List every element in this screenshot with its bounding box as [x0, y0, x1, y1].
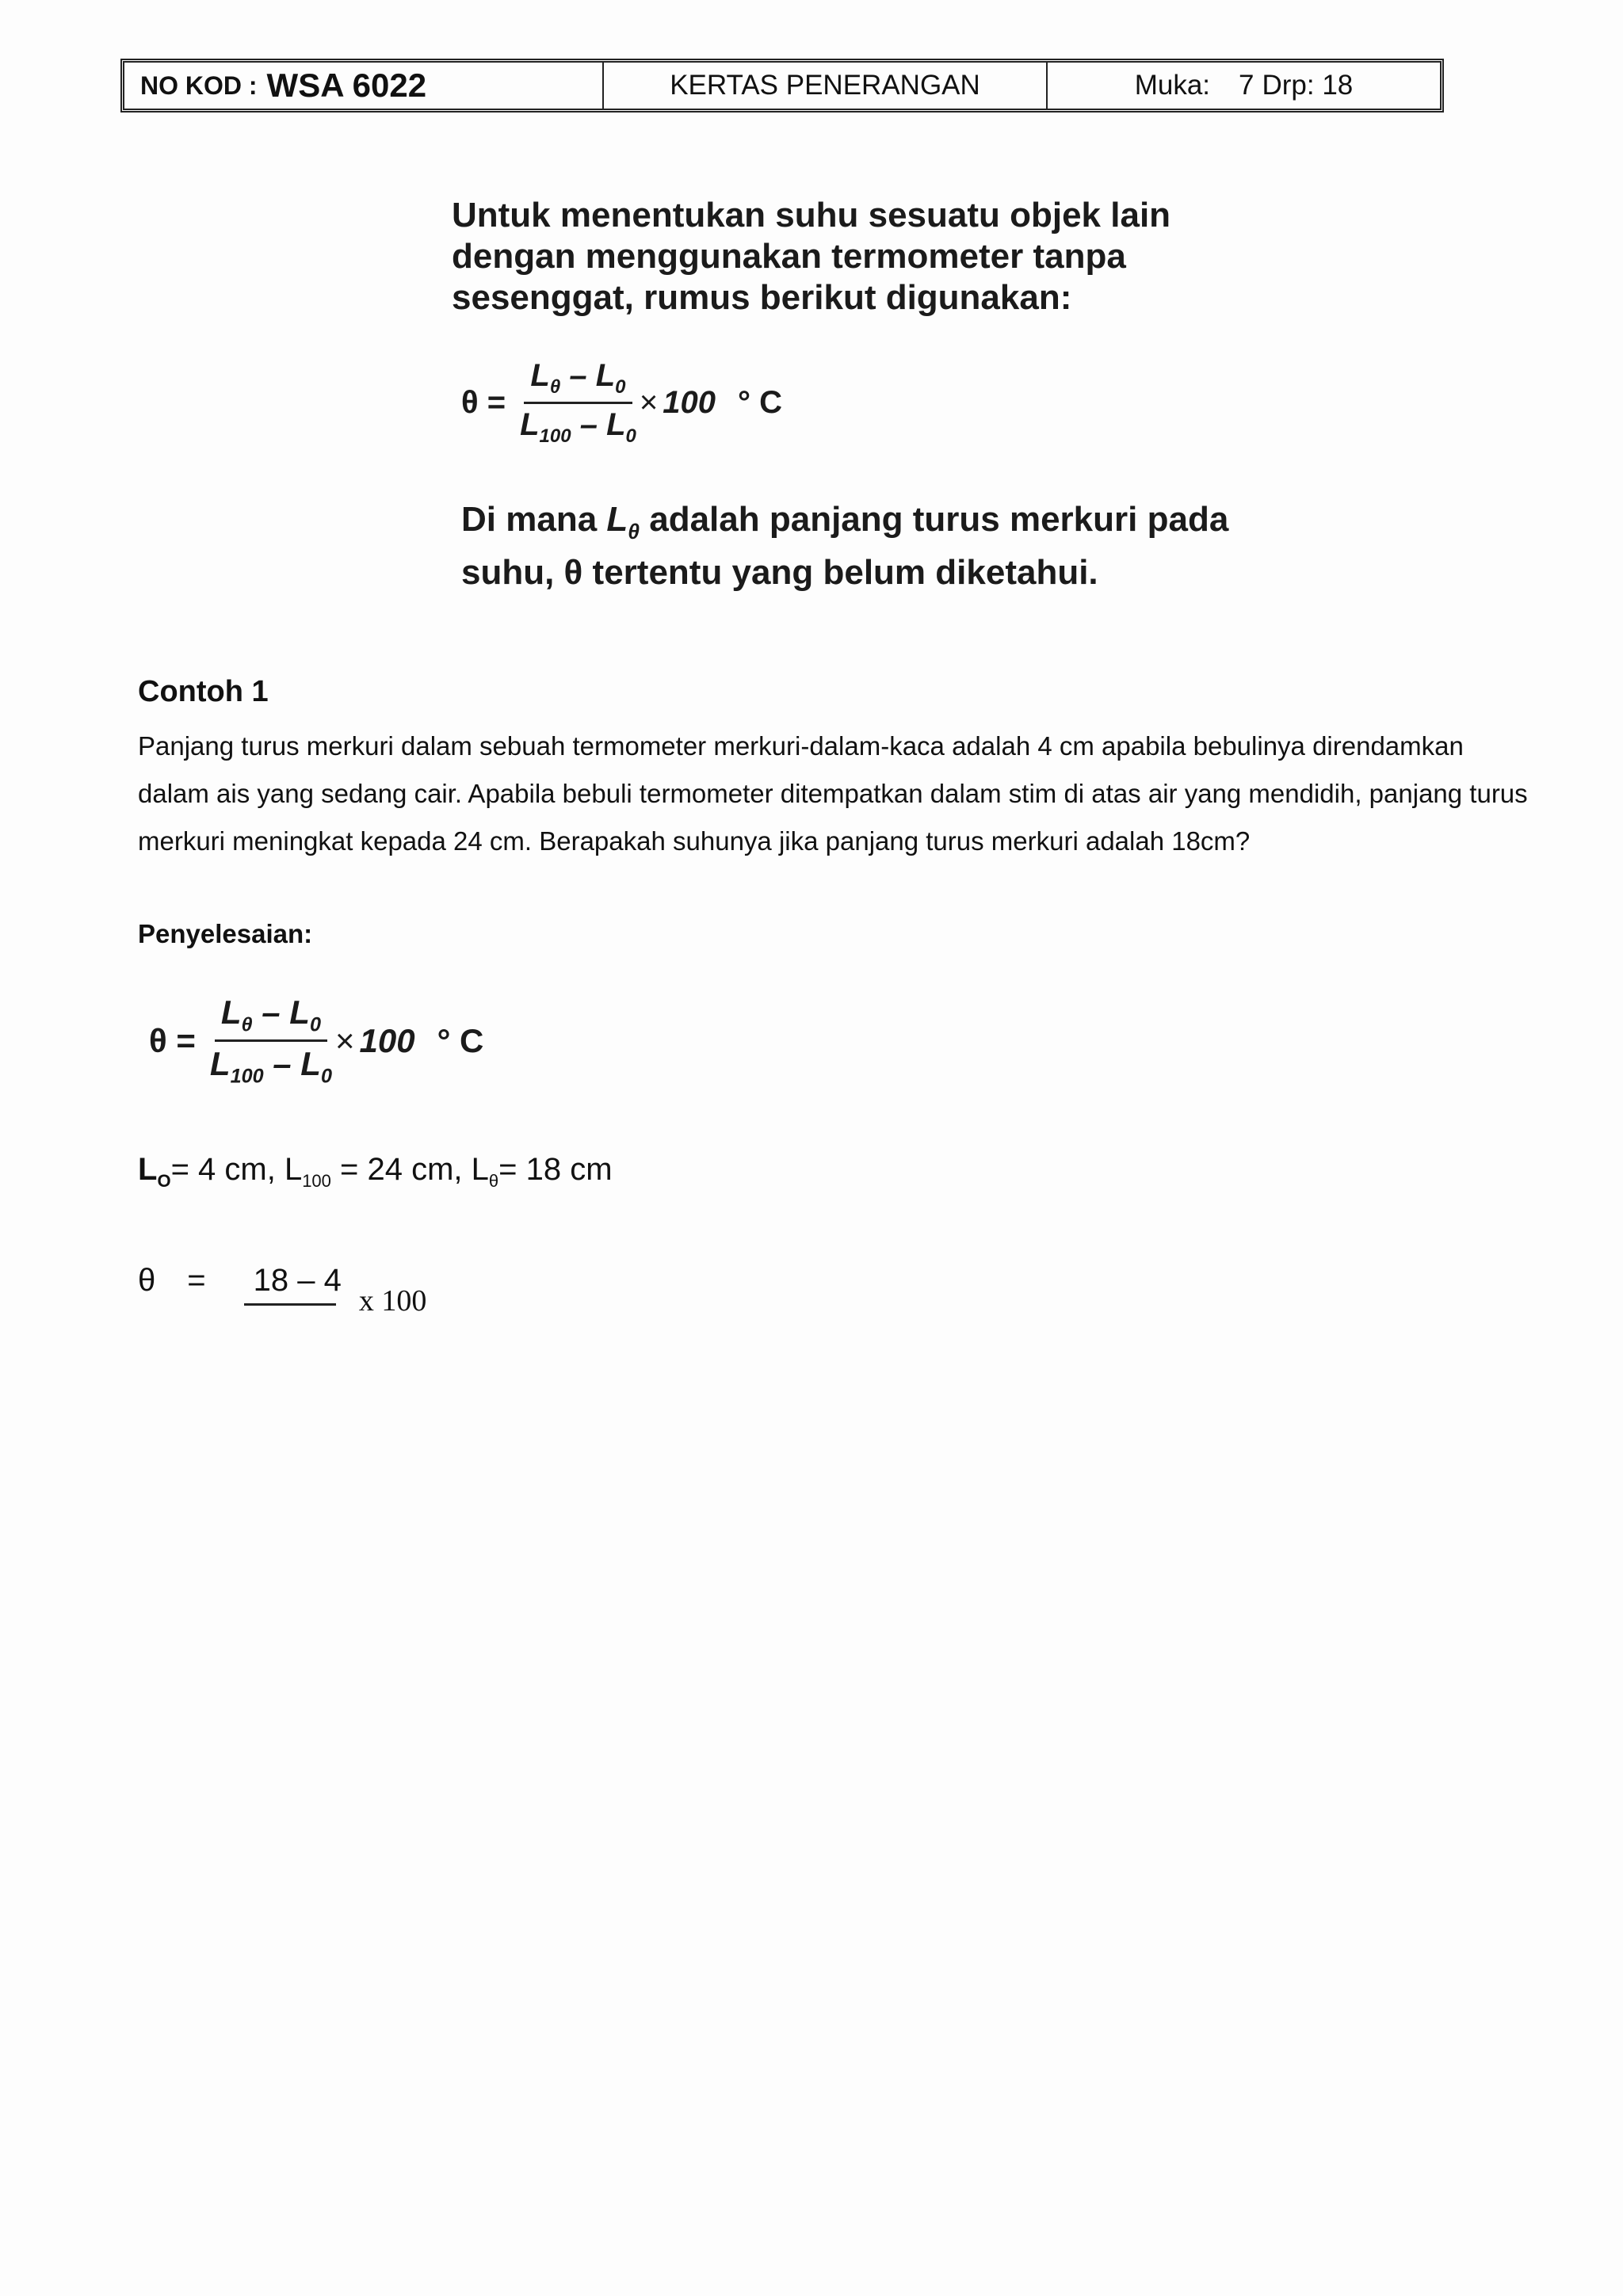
formula-numerator: $L_\theta - L_0$ [215, 994, 327, 1042]
calc-fraction [244, 1263, 342, 1306]
intro-line-2: dengan menggunakan termometer tanpa [452, 237, 1126, 276]
calc-equals: = [187, 1263, 206, 1298]
formula-theta: θ = [149, 1021, 196, 1059]
doc-type-cell [604, 63, 1048, 109]
calc-numerator: 18 – 4 [253, 1263, 342, 1298]
page-number: 7 [1239, 70, 1254, 101]
page-total: Drp: 18 [1262, 70, 1354, 101]
formula-hundred: 100 [663, 385, 716, 420]
document-header [120, 59, 1444, 113]
given-values: $L_O= 4$ cm, $L_{100} = 24$ cm, $L_\theta= 18$ cm [138, 1152, 613, 1191]
code-cell [124, 63, 604, 109]
solution-formula [149, 994, 483, 1089]
formula-denominator: $L_{100} - L_0$ [209, 1045, 332, 1088]
intro-text [452, 195, 1212, 318]
intro-line-1: Untuk menentukan suhu sesuatu objek lain [452, 196, 1171, 235]
intro-line-3: sesenggat, rumus berikut digunakan: [452, 278, 1072, 317]
where-line-1: Di mana $L_\theta$ adalah panjang turus merkuri pada [461, 500, 1229, 543]
where-text [461, 499, 1277, 593]
example-text: Panjang turus merkuri dalam sebuah termometer merkuri-dalam-kaca adalah 4 cm apabila bebulinya direndamkan dalam ais yang sedang cair. Apabila bebuli termometer ditempatkan dalam stim di atas air yang mendidih, panjang turus merkuri meningkat kepada 24 cm. Berapakah suhunya jika panjang turus merkuri adalah 18cm? [138, 731, 1528, 856]
example-title: Contoh 1 [138, 675, 269, 708]
temperature-formula [461, 358, 782, 448]
page-cell [1048, 63, 1440, 109]
calculation-step [138, 1263, 426, 1318]
calc-multiplier: x 100 [358, 1284, 427, 1318]
doc-type: KERTAS PENERANGAN [670, 70, 980, 101]
formula-hundred: 100 [359, 1021, 415, 1059]
formula-numerator: $L_\theta - L_0$ [524, 358, 632, 404]
formula-times: × [334, 1021, 355, 1059]
calc-theta: θ [138, 1263, 156, 1298]
formula-unit: ° C [737, 385, 782, 420]
formula-denominator: $L_{100} - L_0$ [520, 407, 636, 447]
where-line-2: suhu, θ tertentu yang belum diketahui. [461, 552, 1098, 592]
code-label: NO KOD : [140, 71, 258, 100]
formula-fraction [210, 994, 332, 1089]
page-label: Muka: [1134, 70, 1211, 101]
formula-times: × [639, 385, 659, 420]
fraction-line [244, 1303, 336, 1306]
formula-fraction [520, 358, 636, 448]
formula-theta: θ = [461, 385, 506, 420]
formula-unit: ° C [437, 1021, 484, 1059]
solution-label: Penyelesaian: [138, 919, 313, 948]
code-value: WSA 6022 [266, 67, 427, 104]
